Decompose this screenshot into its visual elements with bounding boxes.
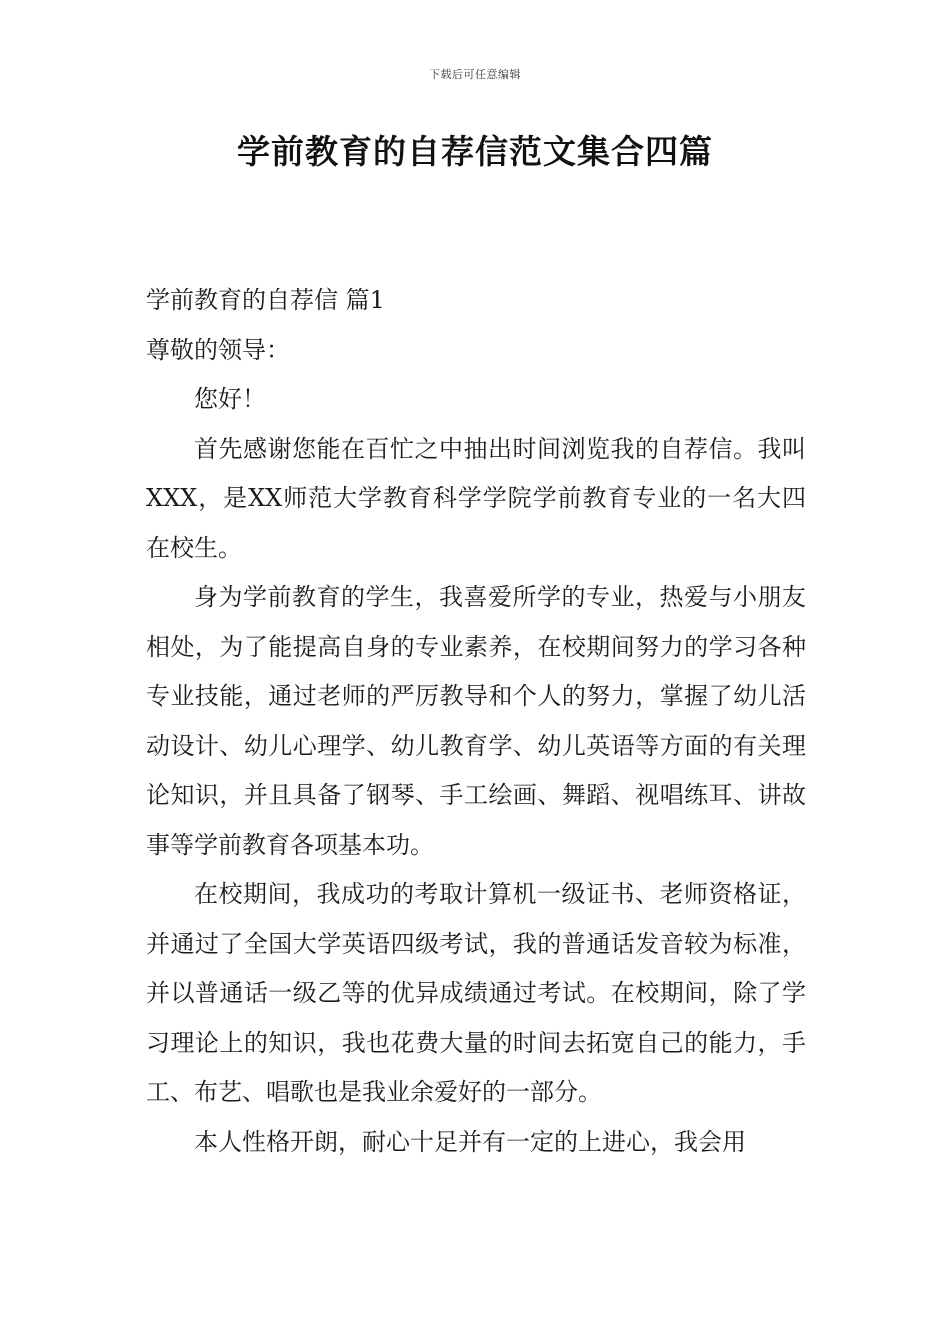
- paragraph-2: 身为学前教育的学生，我喜爱所学的专业，热爱与小朋友相处，为了能提高自身的专业素养，在校期间努力的学习各种专业技能，通过老师的严厉教导和个人的努力，掌握了幼儿活动设计、幼儿心理学、幼儿教育学、幼儿英语等方面的有关理论知识，并且具备了钢琴、手工绘画、舞蹈、视唱练耳、讲故事等学前教育各项基本功。: [146, 583, 806, 859]
- salutation: 尊敬的领导：: [146, 335, 290, 364]
- document-title: 学前教育的自荐信范文集合四篇: [237, 132, 713, 171]
- section-heading: 学前教育的自荐信 篇1: [146, 286, 385, 314]
- greeting: 您好！: [194, 385, 266, 413]
- paragraph-3: 在校期间，我成功的考取计算机一级证书、老师资格证，并通过了全国大学英语四级考试，我的普通话发音较为标准，并以普通话一级乙等的优异成绩通过考试。在校期间，除了学习理论上的知识，我也花费大量的时间去拓宽自己的能力，手工、布艺、唱歌也是我业余爱好的一部分。: [146, 880, 806, 1106]
- header-note: 下载后可任意编辑: [429, 68, 521, 81]
- paragraph-1: 首先感谢您能在百忙之中抽出时间浏览我的自荐信。我叫XXX，是XX师范大学教育科学学院学前教育专业的一名大四在校生。: [146, 434, 806, 562]
- paragraph-4: 本人性格开朗，耐心十足并有一定的上进心，我会用: [194, 1127, 746, 1156]
- document-body: [146, 276, 806, 1167]
